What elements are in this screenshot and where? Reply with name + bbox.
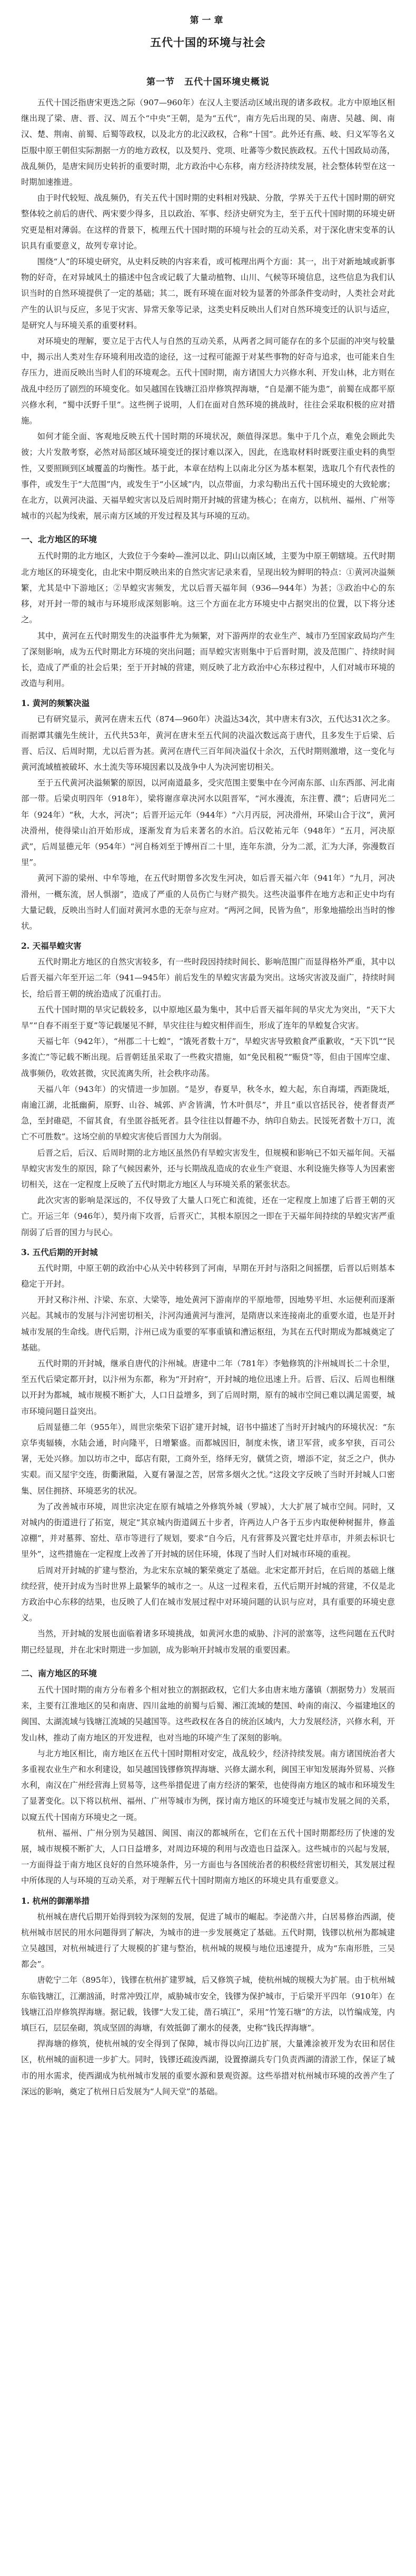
drought-paragraph: 此次灾害的影响是深远的，不仅导致了大量人口死亡和流徙，还在一定程度上加速了后晋王朝的灭亡。开运三年（946年），契丹南下攻晋，后晋灭亡，其根本原因之一即在于天福年间持续的旱蝗灾害严重削弱了后晋的国力与民心。 [21,1196,395,1237]
section-title: 第一节 五代十国环境史概说 [146,77,270,87]
chapter-label: 第一章 [190,15,226,26]
drought-paragraph: 天福七年（942年），“州郡二十七蝗”，“饿死者数十万”，旱蝗灾害导致粮食严重歉收，“天下饥”“民多流亡”等记载不断出现。后晋朝廷虽采取了一些救灾措施，如“免民租税”“赈贷”等，但由于国库空虚、战事频仍，收效甚微，灾民流离失所，社会秩序动荡。 [21,1037,395,1078]
hangzhou-paragraph: 杭州城在唐代后期开始得到较为深刻的发展，促进了城市的崛起。李泌凿六井，白居易修治西湖，使杭州城市居民的用水问题得到了解决，为城市的进一步发展奠定了基础。五代时期，钱镠以杭州为都城建立吴越国，对杭州城进行了大规模的扩建与整治，杭州城的规模与地位迅速提升，成为“东南形胜，三吴都会”。 [21,1912,395,1970]
kaifeng-paragraph: 开封又称汴州、汴梁、东京、大梁等，地处黄河下游南岸的平原地带，因地势平坦、水运便利而逐渐兴起。其城市的发展与汴河密切相关，汴河沟通黄河与淮河，是隋唐以来连接南北的重要水道，也是开封城市发展的生命线。唐代后期，汴州已成为重要的军事重镇和漕运枢纽，为其在五代时期成为都城奠定了基础。 [21,1295,395,1352]
intro-paragraph: 五代十国泛指唐宋更迭之际（907—960年）在汉人主要活动区域出现的诸多政权。北方中原地区相继出现了梁、唐、晋、汉、周五个“中央”王朝，是为“五代”，南方先后出现的吴、南唐、吴越、闽、南汉、楚、荆南、前蜀、后蜀等政权，以及北方的北汉政权，合称“十国”。此外还有燕、岐、归义军等名义臣服中原王朝但实际割据一方的地方政权，以及契丹、党项、吐蕃等少数民族政权。五代十国政局动荡，战乱频仍，是唐宋间历史转折的重要时期，北方政治中心东移，南方经济持续发展，社会整体转型在这一时期加速推进。 [21,98,395,187]
drought-paragraph: 五代十国时期的旱灾记载较多，以中原地区最为集中，其中后晋天福年间的旱灾尤为突出，“天下大旱”“自春不雨至于夏”等记载屡见不鲜，旱灾往往与蝗灾相伴而生，形成了连年的旱蝗复合灾害。 [21,1004,395,1030]
kaifeng-paragraph: 后周显德二年（955年），周世宗柴荣下诏扩建开封城，诏书中描述了当时开封城内的环境状况：“东京华夷辐辏，水陆会通，时向隆平，日增繁盛。而都城因旧，制度未恢，诸卫军营，或多窄狭，百司公署，无处兴修。加以坊市之中，邸店有限，工商外至，络绎无穷，僦赁之资，增添不定，贫乏之户，供办实艰。而又屋宇交连，街衢湫隘，入夏有暑湿之苦，居常多烟火之忧。”这段文字反映了当时开封城人口密集、居住拥挤、环境恶劣的状况。 [21,1422,395,1496]
south-paragraph: 五代十国时期的南方分布着多个相对独立的割据政权，它们大多由唐末地方藩镇（割据势力）发展而来，主要有江淮地区的吴和南唐、四川盆地的前蜀与后蜀、湘江流域的楚国、岭南的南汉、今福建地区的闽国、太湖流域与钱塘江流域的吴越国等。这些政权在各自的统治区域内，大力发展经济，兴修水利，开发山林，推动了南方地区的开发进程，也对当地的环境产生了深刻的影响。 [21,1685,395,1743]
hangzhou-paragraph: 唐乾宁二年（895年），钱镠在杭州扩建罗城，后又修筑子城，使杭州城的规模大为扩展。由于杭州城东临钱塘江，江潮汹涌，时常冲毁江岸，威胁城市安全，钱镠为保护城市，于后梁开平四年（910年）在钱塘江沿岸修筑捍海塘。据记载，钱镠“大发工徒，凿石填江”，采用“竹笼石塘”的方法，以竹编成笼，内填巨石，层层垒砌，筑成坚固的海塘，有效抵御了潮水的侵袭，史称“钱氏捍海塘”。 [21,1975,395,2033]
drought-paragraph: 后晋之后，后汉、后周时期的北方地区虽然仍有旱蝗灾害发生，但规模和影响已不如天福年间。天福旱蝗灾害发生的原因，除了气候因素外，还与长期战乱造成的农业生产衰退、水利设施失修等人为因素密切相关，这在一定程度上反映了五代时期北方地区人与环境关系的紧张状态。 [21,1148,395,1189]
north-heading: 一、北方地区的环境 [21,534,97,545]
drought-paragraph: 天福八年（943年）的灾情进一步加剧。“是岁，春夏旱，秋冬水，蝗大起，东自海壖，西距陇坻，南逾江湖，北抵幽蓟，原野、山谷、城郭、庐舍皆满，竹木叶俱尽”，并且“重以官括民谷，使者督责严急，至封碓硙，不留其食，有坐匿谷抵死者。县令往往以督趣不办，纳印自劾去。民馁死者数十万口，流亡不可胜数”。这场空前的旱蝗灾害使后晋国力大为削弱。 [21,1084,395,1142]
chapter-title: 五代十国的环境与社会 [150,36,266,49]
drought-heading: 2. 天福旱蝗灾害 [21,941,82,951]
kaifeng-paragraph: 当然，开封城的发展也面临着诸多环境挑战，如黄河水患的威胁、汴河的淤塞等，这些问题在五代时期已经显现，并在北宋时期进一步加剧，成为影响开封城市发展的重要因素。 [21,1629,395,1655]
yellow-river-heading: 1. 黄河的频繁决溢 [21,698,90,709]
north-paragraph: 其中，黄河在五代时期发生的决溢事件尤为频繁，对下游两岸的农业生产、城市乃至国家政局均产生了深刻影响，成为五代时期北方环境的突出问题；而旱蝗灾害则集中于后晋时期，波及范围广、持续时间长，造成了严重的社会后果；至于开封城的营建，则反映了北方政治中心东移过程中，人们对城市环境的改造与利用。 [21,631,395,689]
intro-paragraph: 围绕“人”的环境史研究，从史料反映的内容来看，或可梳理出两个方面：其一，出于对新地域或新事物的好奇，在对异域风土的描述中包含或记载了大量动植物、山川、气候等环境信息，这些信息为我们认识当时的自然环境提供了一定的基础；其二，既有环境在面对较为显著的外部条件变动时，人类社会对此产生的认识与反应，多见于灾害、异常天象等记录，这类史料反映出人们对自然环境变迁的认识与适应，是研究人与环境关系的重要材料。 [21,257,395,330]
kaifeng-heading: 3. 五代后期的开封城 [21,1247,98,1257]
yellow-river-paragraph: 已有研究显示，黄河在唐末五代（874—960年）决溢达34次，其中唐末有3次，五代达31次之多。而据谭其骧先生统计，五代共53年，黄河在唐末至五代间的决溢次数远高于唐代，且多发生于后梁、后晋、后汉、后周时期，尤以后晋为甚。黄河在唐代三百年间决溢仅十余次，五代时期则激增，这一变化与黄河流域植被破坏、水土流失等环境因素以及战争中人为决河密切相关。 [21,714,395,772]
intro-paragraph: 如何才能全面、客观地反映五代十国时期的环境状况，颇值得深思。集中于几个点，难免会顾此失彼；大片发散考察，必然对局部区域环境变迁的探讨难以深入，因此，在选取材料时既要注重史料的典型性，又要照顾到区域覆盖的均衡性。基于此，本章在结构上以南北分区为基本框架，选取几个有代表性的事件，或发生于“大范围”内，或发生于“小区域”内，以点带面，力求勾勒出五代十国环境史的大致轮廓；在北方，以黄河决溢、天福旱蝗灾害以及后周时期开封城的营建为核心；在南方，以杭州、福州、广州等城市的兴起为线索，展示南方区域的开发过程及其与环境的互动。 [21,432,395,521]
kaifeng-paragraph: 五代时期，中原王朝的政治中心从关中转移到了河南，早期在开封与洛阳之间摇摆，后晋以后则基本稳定于开封。 [21,1263,395,1289]
kaifeng-paragraph: 为了改善城市环境，周世宗决定在原有城墙之外修筑外城（罗城），大大扩展了城市空间。同时，又对城内的街道进行了拓宽，规定“其京城内街道阔五十步者，许两边人户各于五步内取便种树掘井，修盖凉棚”，并对墓葬、窑灶、草市等进行了规划，要求“自今后，凡有营葬及兴置宅灶并草市，并须去标识七里外”，这些措施在一定程度上改善了开封城的居住环境，体现了当时人们对城市环境的重视。 [21,1501,395,1559]
south-paragraph: 与北方地区相比，南方地区在五代十国时期相对安定，战乱较少，经济持续发展。南方诸国统治者大多重视农业生产和水利建设，如吴越国钱镠修筑捍海塘、兴修太湖水利，闽国王审知发展海外贸易、兴修水利，南汉在广州经营海上贸易等，这些举措促进了南方经济的繁荣，也使得南方地区的城市和环境发生了显著变化。以下将以杭州、福州、广州等城市为例，探讨南方地区的环境变迁与城市发展之间的关系，以窥五代十国南方环境史之一斑。 [21,1748,395,1822]
drought-paragraph: 五代时期北方地区的自然灾害较多，有一些时段因持续时间长、影响范围广而显得格外严重，其中以后晋天福六年至开运二年（941—945年）前后发生的旱蝗灾害最为突出。这场灾害波及面广，持续时间长，给后晋王朝的统治造成了沉重打击。 [21,957,395,999]
main-body [21,95,395,2100]
yellow-river-paragraph: 至于五代黄河决溢频繁的原因，以河南道最多，受灾范围主要集中在今河南东部、山东西部、河北南部一带。后梁贞明四年（918年），梁将谢彦章决河水以阻晋军，“河水漫流，东注曹、濮”；后唐同光二年（924年）“秋，大水，河决”；后晋开运元年（944年）“六月丙辰，河决滑州，环梁山合于汶”，黄河决滑州，使得梁山泊开始形成，逐渐发育为后来著名的水泊。后汉乾祐元年（948年）“五月，河决原武”，后周显德元年（954年）“河自杨刘至于博州百二十里，连年东溃，分为二派，汇为大泽，弥漫数百里”。 [21,778,395,868]
intro-paragraph: 由于时代较短、战乱频仍，有关五代十国时期的史料相对残缺、分散，学界关于五代十国时期的研究整体较之前后的唐代、两宋要少得多，且以政治、军事、经济史研究为主，至于五代十国时期的环境史研究更是相对薄弱。在这样的背景下，梳理五代十国时期的环境与社会的互动关系，对于深化唐宋变革的认识具有重要意义，故列专章讨论。 [21,193,395,251]
yellow-river-paragraph: 黄河下游的梁州、中牟等地，在五代时期曾多次发生河决，如后晋天福六年（941年）“九月，河决滑州，一概东流，居人惧溺”，造成了严重的人员伤亡与财产损失。这些决溢事件在地方志和正史中均有大量记载，反映出当时人们面对黄河水患的无奈与应对。“两河之间，民皆为鱼”，形象地描绘出当时的惨状。 [21,873,395,931]
north-paragraph: 五代时期的北方地区，大致位于今秦岭—淮河以北、阴山以南区域，主要为中原王朝辖境。五代时期北方地区的环境变化，由北宋中期反映出来的自然灾害记录来看，呈现出较为鲜明的特点：①黄河决溢频繁，尤其是中下游地区；②旱蝗灾害频发，尤以后晋天福年间（936—944年）为甚；③政治中心的东移，对开封一带的城市与环境形成深刻影响。这三个方面在北方环境史中占据突出的位置，以下将分述之。 [21,551,395,625]
south-paragraph: 杭州、福州、广州分别为吴越国、闽国、南汉的都城所在，它们在五代十国时期都经历了快速的发展，城市规模不断扩大，人口日益增多，对周边环境的利用与改造也日益深入。这些城市的兴起与发展，一方面得益于南方地区良好的自然环境条件，另一方面也与各国统治者的积极经营密切相关，其发展过程中所体现的人与环境的互动关系，对于理解五代十国时期南方地区的环境史具有重要意义。 [21,1828,395,1886]
south-heading: 二、南方地区的环境 [21,1668,97,1678]
intro-paragraph: 对环境史的理解，要立足于古代人与自然的互动关系，从两者之间可能存在的多个层面的冲突与较量中，揭示出人类对生存环境利用改造的途径，这一过程可能源于对某些事物的好奇与追求，也可能来自生存压力，进而反映出当时人们的环境观念。五代十国时期，南方诸国大力兴修水利、开发山林，北方则在战乱中经历了剧烈的环境变化。如吴越国在钱塘江沿岸修筑捍海塘，“自是潮不能为患”，前蜀在成都平原兴修水利，“蜀中沃野千里”。这些例子说明，人们在面对自然环境的挑战时，往往会采取积极的应对措施。 [21,336,395,426]
hangzhou-paragraph: 捍海塘的修筑，使杭州城的安全得到了保障，城市得以向江边扩展，大量滩涂被开发为农田和居住区，杭州城的面积进一步扩大。同时，钱镠还疏浚西湖，设置撩湖兵专门负责西湖的清淤工作，保证了城市的用水需求，使西湖成为杭州城市发展的重要水源和景观资源。这些举措对杭州城市环境的改善产生了深远的影响，奠定了杭州日后发展为“人间天堂”的基础。 [21,2039,395,2096]
kaifeng-paragraph: 后周对开封城的扩建与整治，为北宋东京城的繁荣奠定了基础。北宋定都开封后，在后周的基础上继续经营，使开封成为当时世界上最繁华的城市之一。从这一过程来看，五代后期开封城的营建，不仅是北方政治中心东移的结果，也反映了人们在城市发展过程中对环境问题的认识与应对，具有重要的环境史意义。 [21,1565,395,1623]
kaifeng-paragraph: 五代时期的开封城，继承自唐代的汴州城。唐建中二年（781年）李勉修筑的汴州城周长二十余里，至五代后梁定都开封，以汴州为东都，称为“开封府”，开封城的地位迅速上升。后晋、后汉、后周也相继以开封为都城，城市规模不断扩大，人口日益增多，到了后周时期，原有的城市空间已难以满足需要，城市环境问题日益突出。 [21,1359,395,1416]
hangzhou-heading: 1. 杭州的御潮举措 [21,1895,90,1906]
